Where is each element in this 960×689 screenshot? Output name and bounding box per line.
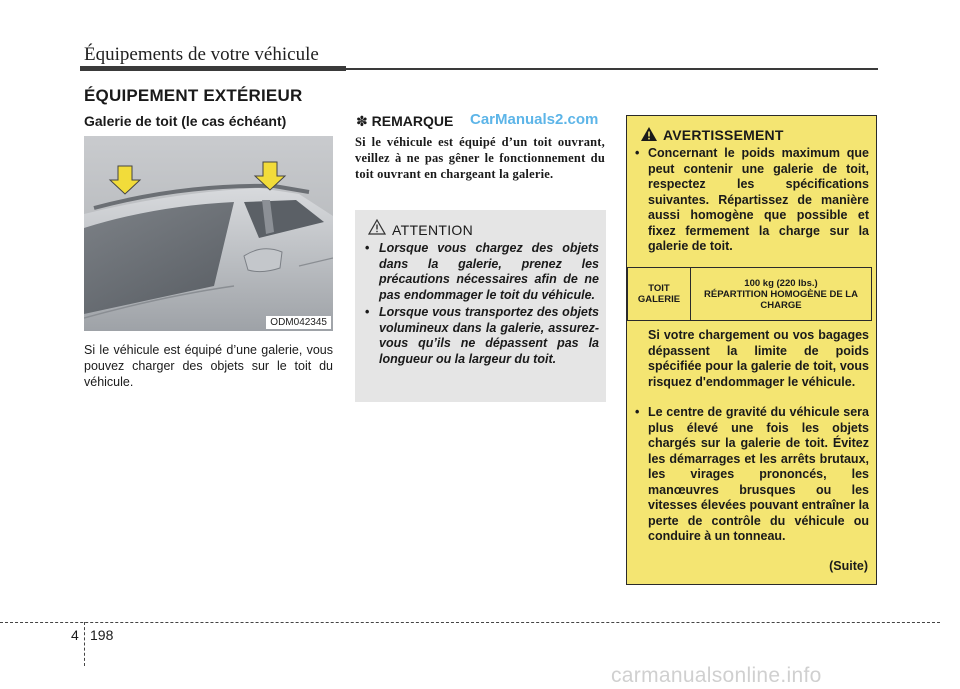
attention-box <box>355 210 606 402</box>
footer-watermark: carmanualsonline.info <box>611 664 822 687</box>
warning-item-text: Le centre de gravité du véhicule sera plus élevé une fois les objets chargés sur la galerie de toit. Évitez les démarrages et les arrêts brutaux, les virages prononcés, les manœuvres brusques ou les vitesses élevées pouvant entraîner la perte de contrôle du véhicule ou conduire à un tonneau. <box>648 405 869 543</box>
list-item <box>635 146 869 255</box>
remark-symbol: ✽ <box>356 113 368 129</box>
max-load-value: 100 kg (220 lbs.) <box>744 277 818 289</box>
load-distribution: RÉPARTITION HOMOGÈNE DE LA CHARGE <box>704 288 858 311</box>
header-rule-thin <box>346 68 878 70</box>
chapter-header: Équipements de votre véhicule <box>84 44 319 65</box>
warning-box <box>626 115 877 585</box>
watermark-link[interactable]: CarManuals2.com <box>470 111 599 128</box>
list-item: • Lorsque vous chargez des objets dans la galerie, prenez les précautions nécessaires afin de ne pas endommager le toit du véhicule. <box>363 241 599 303</box>
warning-triangle-icon <box>368 219 386 235</box>
table-cell-label: TOIT GALERIE <box>628 268 691 321</box>
page-number: 198 <box>90 627 114 643</box>
bullet: • <box>635 146 640 160</box>
continued-label: (Suite) <box>829 559 868 573</box>
figure-code: ODM042345 <box>266 316 331 329</box>
attention-title: ATTENTION <box>392 222 473 238</box>
warning-title: AVERTISSEMENT <box>663 127 784 143</box>
page-chapter-number: 4 <box>71 627 79 643</box>
remark-text: Si le véhicule est équipé d’un toit ouvrant, veillez à ne pas gêner le fonctionnement du toit ouvrant en chargeant la galerie. <box>355 135 605 181</box>
roof-rack-heading: Galerie de toit (le cas échéant) <box>84 113 287 129</box>
footer-dashed-rule <box>0 622 940 623</box>
car-roof-illustration <box>84 136 333 331</box>
header-rule-thick <box>80 66 346 71</box>
bullet: • <box>635 405 640 419</box>
warning-item-continued: Si votre chargement ou vos bagages dépassent la limite de poids spécifiée pour la galerie de toit, vous risquez d'endommager le véhicule. <box>648 328 869 389</box>
remark-title: REMARQUE <box>371 113 454 129</box>
warning-triangle-icon <box>640 126 658 142</box>
roof-rack-paragraph: Si le véhicule est équipé d’une galerie, vous pouvez charger des objets sur le toit du véhicule. <box>84 343 333 389</box>
list-item: • Lorsque vous transportez des objets volumineux dans la galerie, assurez-vous qu’ils ne dépassent pas la longueur ou la largeur du toit. <box>363 305 599 367</box>
roof-rack-figure <box>84 136 333 331</box>
attention-list <box>363 241 599 369</box>
section-title: ÉQUIPEMENT EXTÉRIEUR <box>84 86 303 105</box>
load-spec-table <box>627 267 872 321</box>
footer-dashed-divider <box>84 622 85 666</box>
list-item <box>635 405 869 545</box>
table-cell-value <box>691 268 872 321</box>
warning-item-text: Concernant le poids maximum que peut contenir une galerie de toit, respectez les spécifications suivantes. Répartissez de manière aussi homogène que possible et fixez fermement la charge sur la galerie de toit. <box>648 146 869 253</box>
remark-heading <box>356 113 453 130</box>
